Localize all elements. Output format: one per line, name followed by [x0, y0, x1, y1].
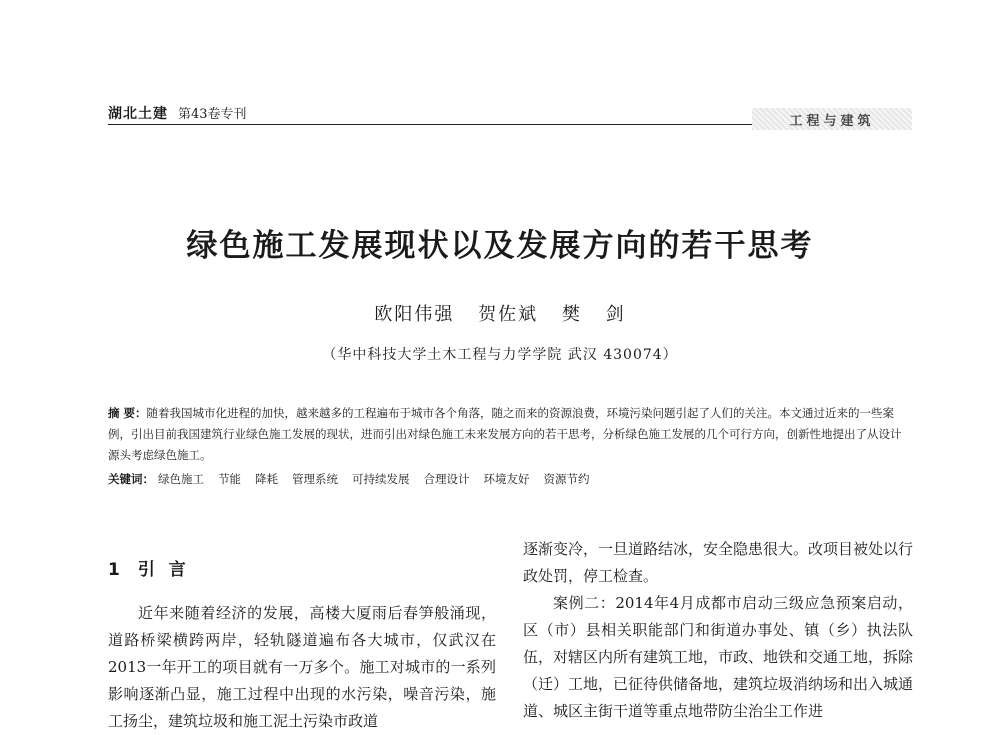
keyword: 绿色施工 — [158, 472, 204, 486]
keyword: 降耗 — [255, 472, 278, 486]
intro-paragraph: 近年来随着经济的发展，高楼大厦雨后春笋般涌现，道路桥梁横跨两岸，轻轨隧道遍布各大城市，仅武汉在2013一年开工的项目就有一万多个。施工对城市的一系列影响逐渐凸显，施工过程中出现的水污染，噪音污染，施工扬尘，建筑垃圾和施工泥土污染市政道 — [108, 604, 496, 730]
journal-volume: 第43卷专刊 — [178, 107, 247, 122]
running-header — [108, 103, 247, 123]
case2-paragraph: 案例二：2014年4月成都市启动三级应急预案启动，区（市）县相关职能部门和街道办事处、镇（乡）执法队伍，对辖区内所有建筑工地，市政、地铁和交通工地，拆除（迁）工地，已征待供储备地，建筑垃圾消纳场和出入城通道、城区主街干道等重点地带防尘治尘工作进 — [523, 594, 914, 720]
keyword: 资源节约 — [543, 472, 590, 486]
keyword: 合理设计 — [423, 472, 470, 486]
keywords-label: 关键词： — [108, 472, 154, 486]
keywords — [108, 471, 908, 487]
journal-name: 湖北土建 — [108, 106, 168, 122]
right-column — [523, 536, 913, 725]
section-label: 工程与建筑 — [752, 108, 912, 130]
header-rule — [108, 124, 758, 125]
continued-paragraph: 逐渐变冷，一旦道路结冰，安全隐患很大。改项目被处以行政处罚，停工检查。 — [523, 540, 914, 585]
section-heading — [108, 555, 496, 580]
keyword: 可持续发展 — [352, 472, 410, 486]
paper-title: 绿色施工发展现状以及发展方向的若干思考 — [186, 228, 814, 264]
affiliation: （华中科技大学土木工程与力学学院 武汉 430074） — [322, 347, 678, 363]
keyword: 环境友好 — [483, 472, 530, 486]
keyword: 管理系统 — [292, 472, 338, 486]
authors: 欧阳伟强 贺佐斌 樊 剑 — [374, 304, 626, 325]
section-title: 引 言 — [137, 560, 190, 580]
section-number: 1 — [108, 560, 124, 580]
abstract-text: 随着我国城市化进程的加快，越来越多的工程遍布于城市各个角落，随之而来的资源浪费，环境污染问题引起了人们的关注。本文通过近来的一些案例，引出目前我国建筑行业绿色施工发展的现状，进而引出对绿色施工未来发展方向的若干思考，分析绿色施工发展的几个可行方向，创新性地提出了从设计源头考虑绿色施工。 — [108, 406, 902, 462]
left-column — [108, 555, 496, 735]
keyword: 节能 — [218, 472, 241, 486]
abstract — [108, 403, 908, 466]
abstract-label: 摘 要： — [108, 406, 147, 420]
